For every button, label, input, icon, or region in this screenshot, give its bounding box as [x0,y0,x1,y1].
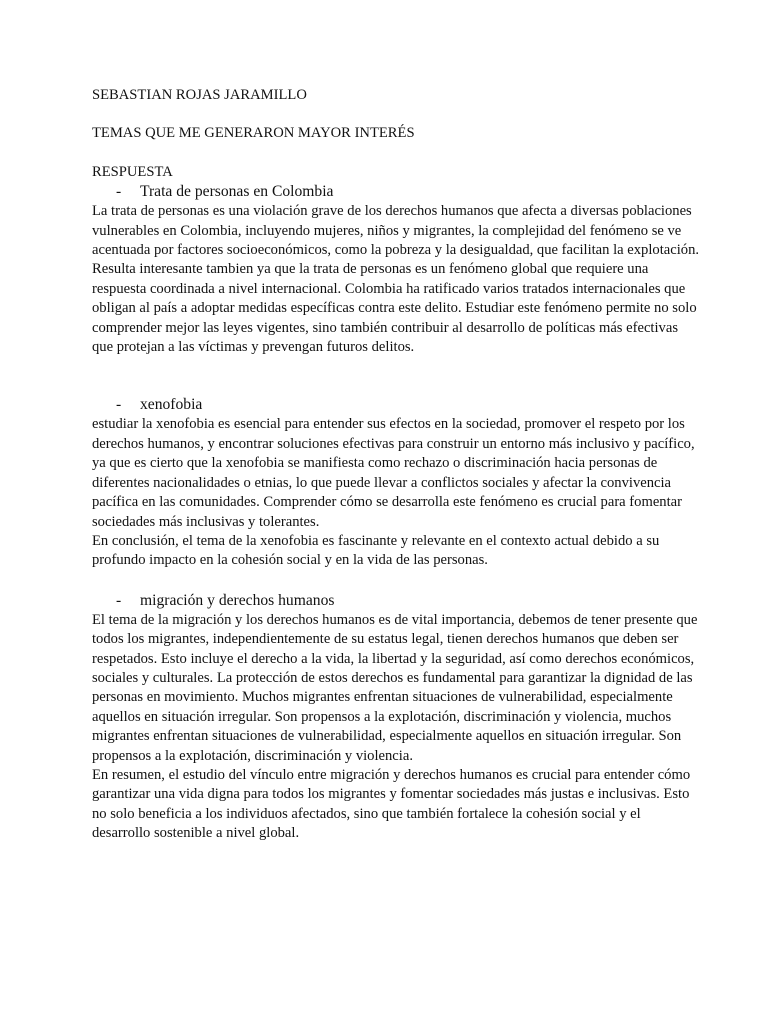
document-body [92,86,702,844]
paragraph: estudiar la xenofobia es esencial para entender sus efectos en la sociedad, promover el respeto por los derechos humanos, y encontrar soluciones efectivas para construir un entorno más inclusivo y pacífico, ya que es cierto que la xenofobia se manifiesta como rechazo o discriminación hacia personas de diferentes nacionalidades o etnias, lo que puede llevar a conflictos sociales y afectar la convivencia pacífica en las comunidades. Comprender cómo se desarrolla este fenómeno es crucial para fomentar sociedades más inclusivas y tolerantes. [92,416,695,530]
paragraph: Resulta interesante tambien ya que la trata de personas es un fenómeno global que requiere una respuesta coordinada a nivel internacional. Colombia ha ratificado varios tratados internacionales que obligan al país a adoptar medidas específicas contra este delito. Estudiar este fenómeno permite no solo comprender mejor las leyes vigentes, sino también contribuir al desarrollo de políticas más efectivas que protejan a las víctimas y prevengan futuros delitos. [92,261,697,356]
paragraph: En resumen, el estudio del vínculo entre migración y derechos humanos es crucial para entender cómo garantizar una vida digna para todos los migrantes y fomentar sociedades más justas e inclusivas. Esto no solo beneficia a los individuos afectados, sino que también fortalece la cohesión social y el desarrollo sostenible a nivel global. [92,766,691,842]
answer-label: RESPUESTA [92,163,173,180]
section-title: xenofobia [140,396,203,414]
bullet-dash: - [116,396,122,414]
paragraph: En conclusión, el tema de la xenofobia es fascinante y relevante en el contexto actual debido a su profundo impacto en la cohesión social y en la vida de las personas. [92,532,660,569]
section-title: migración y derechos humanos [140,591,335,609]
section-heading-migracion [92,591,702,611]
bullet-dash: - [116,183,122,201]
author-name: SEBASTIAN ROJAS JARAMILLO [92,87,307,103]
document-subtitle: TEMAS QUE ME GENERARON MAYOR INTERÉS [92,125,415,142]
bullet-dash: - [116,591,122,609]
section-title: Trata de personas en Colombia [140,183,334,201]
paragraph: La trata de personas es una violación grave de los derechos humanos que afecta a diversas poblaciones vulnerables en Colombia, incluyendo mujeres, niños y migrantes, la complejidad del fenómeno se ve acentuada por factores socioeconómicos, como la pobreza y la desigualdad, que facilitan la explotación. [92,203,700,259]
paragraph: El tema de la migración y los derechos humanos es de vital importancia, debemos de tener presente que todos los migrantes, independientemente de su estatus legal, tienen derechos humanos que deben ser respetados. Esto incluye el derecho a la vida, la libertad y la seguridad, así como derechos económicos, sociales y culturales. La protección de estos derechos es fundamental para garantizar la dignidad de las personas en movimiento. Muchos migrantes enfrentan situaciones de vulnerabilidad, especialmente aquellos en situación irregular. Son propensos a la explotación, discriminación y violencia, muchos migrantes enfrentan situaciones de vulnerabilidad, especialmente aquellos en situación irregular. Son propensos a la explotación, discriminación y violencia. [92,611,698,764]
section-heading-trata [92,182,702,202]
section-heading-xenofobia [92,395,702,415]
